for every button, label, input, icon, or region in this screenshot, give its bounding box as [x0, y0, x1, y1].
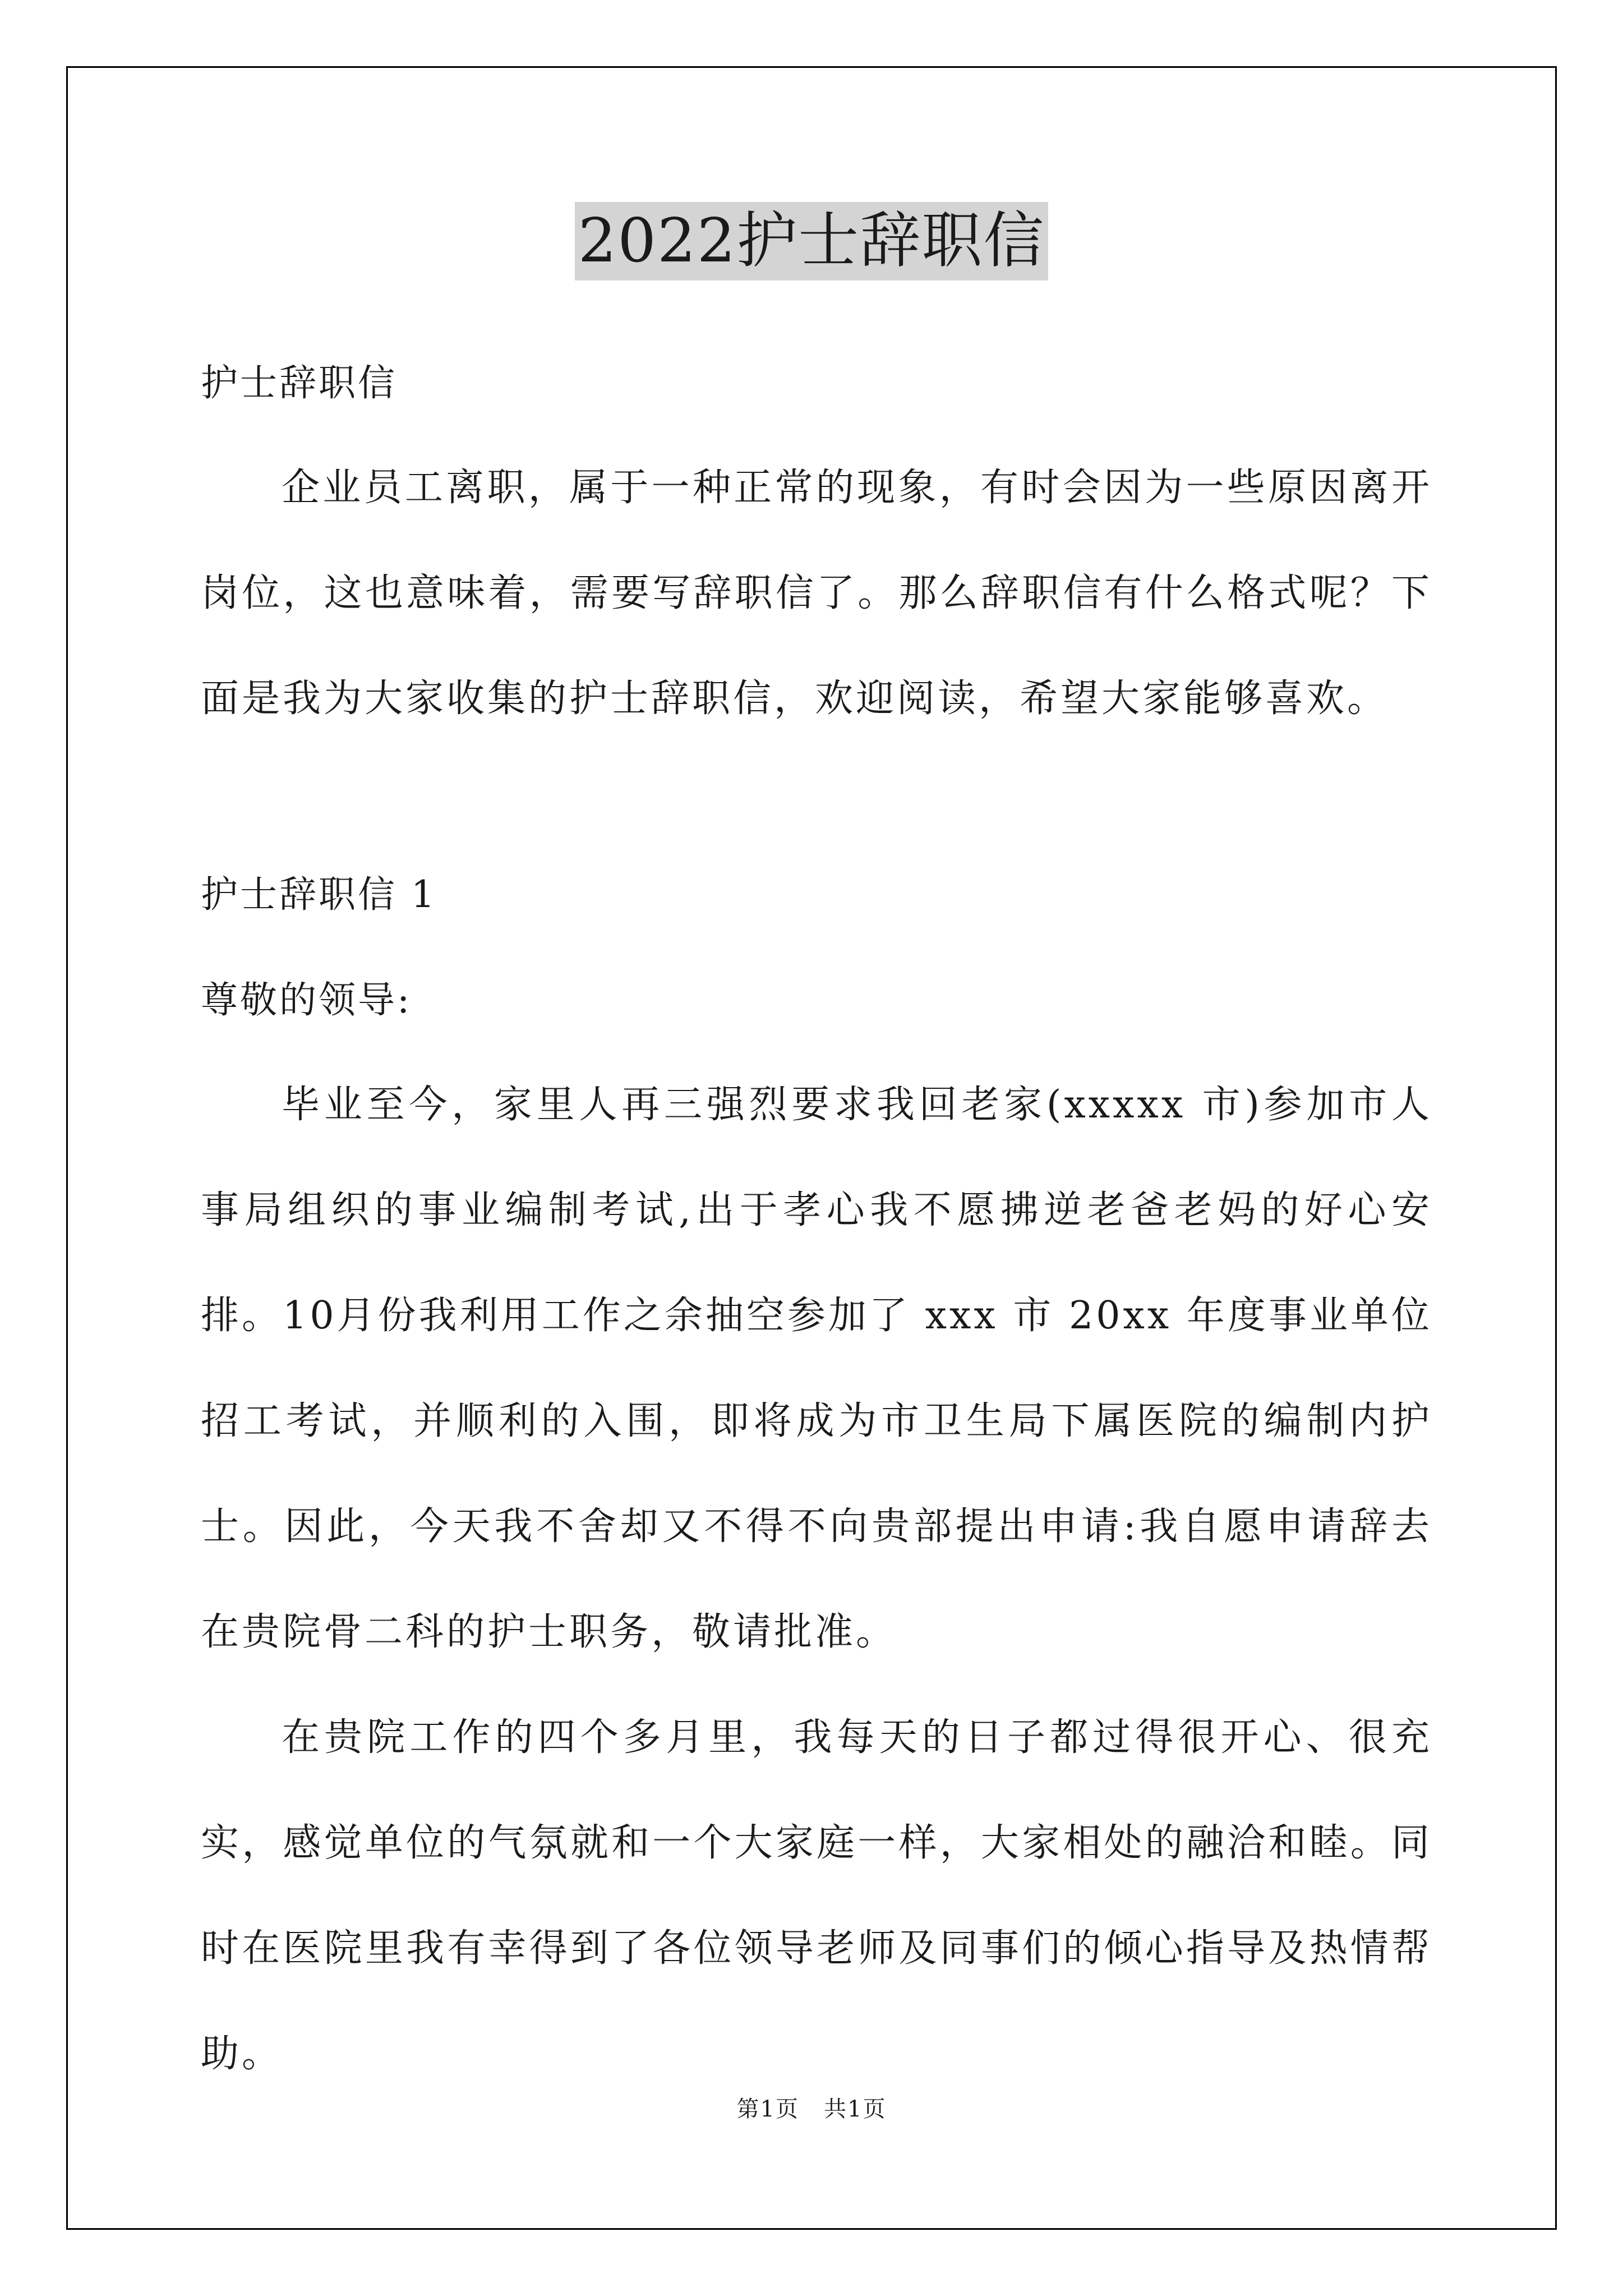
page-number: 第1页 [736, 2096, 799, 2122]
page-footer [0, 2092, 1623, 2126]
title-container [0, 202, 1623, 280]
document-body [201, 325, 1432, 2107]
body-paragraph: 在贵院工作的四个多月里，我每天的日子都过得很开心、很充实，感觉单位的气氛就和一个大家庭一样，大家相处的融洽和睦。同时在医院里我有幸得到了各位领导老师及同事们的倾心指导及热情帮助。 [201, 1715, 1432, 2076]
intro-heading: 护士辞职信 [201, 361, 397, 404]
intro-paragraph: 企业员工离职，属于一种正常的现象，有时会因为一些原因离开岗位，这也意味着，需要写辞职信了。那么辞职信有什么格式呢？下面是我为大家收集的护士辞职信，欢迎阅读，希望大家能够喜欢。 [201, 466, 1432, 721]
salutation: 尊敬的领导: [201, 978, 412, 1022]
document-title: 2022护士辞职信 [575, 202, 1049, 280]
section-heading: 护士辞职信 1 [201, 873, 437, 916]
body-paragraph: 毕业至今，家里人再三强烈要求我回老家(xxxxx 市)参加市人事局组织的事业编制考试,出于孝心我不愿拂逆老爸老妈的好心安排。10月份我利用工作之余抽空参加了 xxx 市 20xx 年度事业单位招工考试，并顺利的入围，即将成为市卫生局下属医院的编制内护士。因此，今天我不舍却又不得不向贵部提出申请:我自愿申请辞去在贵院骨二科的护士职务，敬请批准。 [201, 1083, 1432, 1654]
page-total: 共1页 [824, 2096, 887, 2122]
